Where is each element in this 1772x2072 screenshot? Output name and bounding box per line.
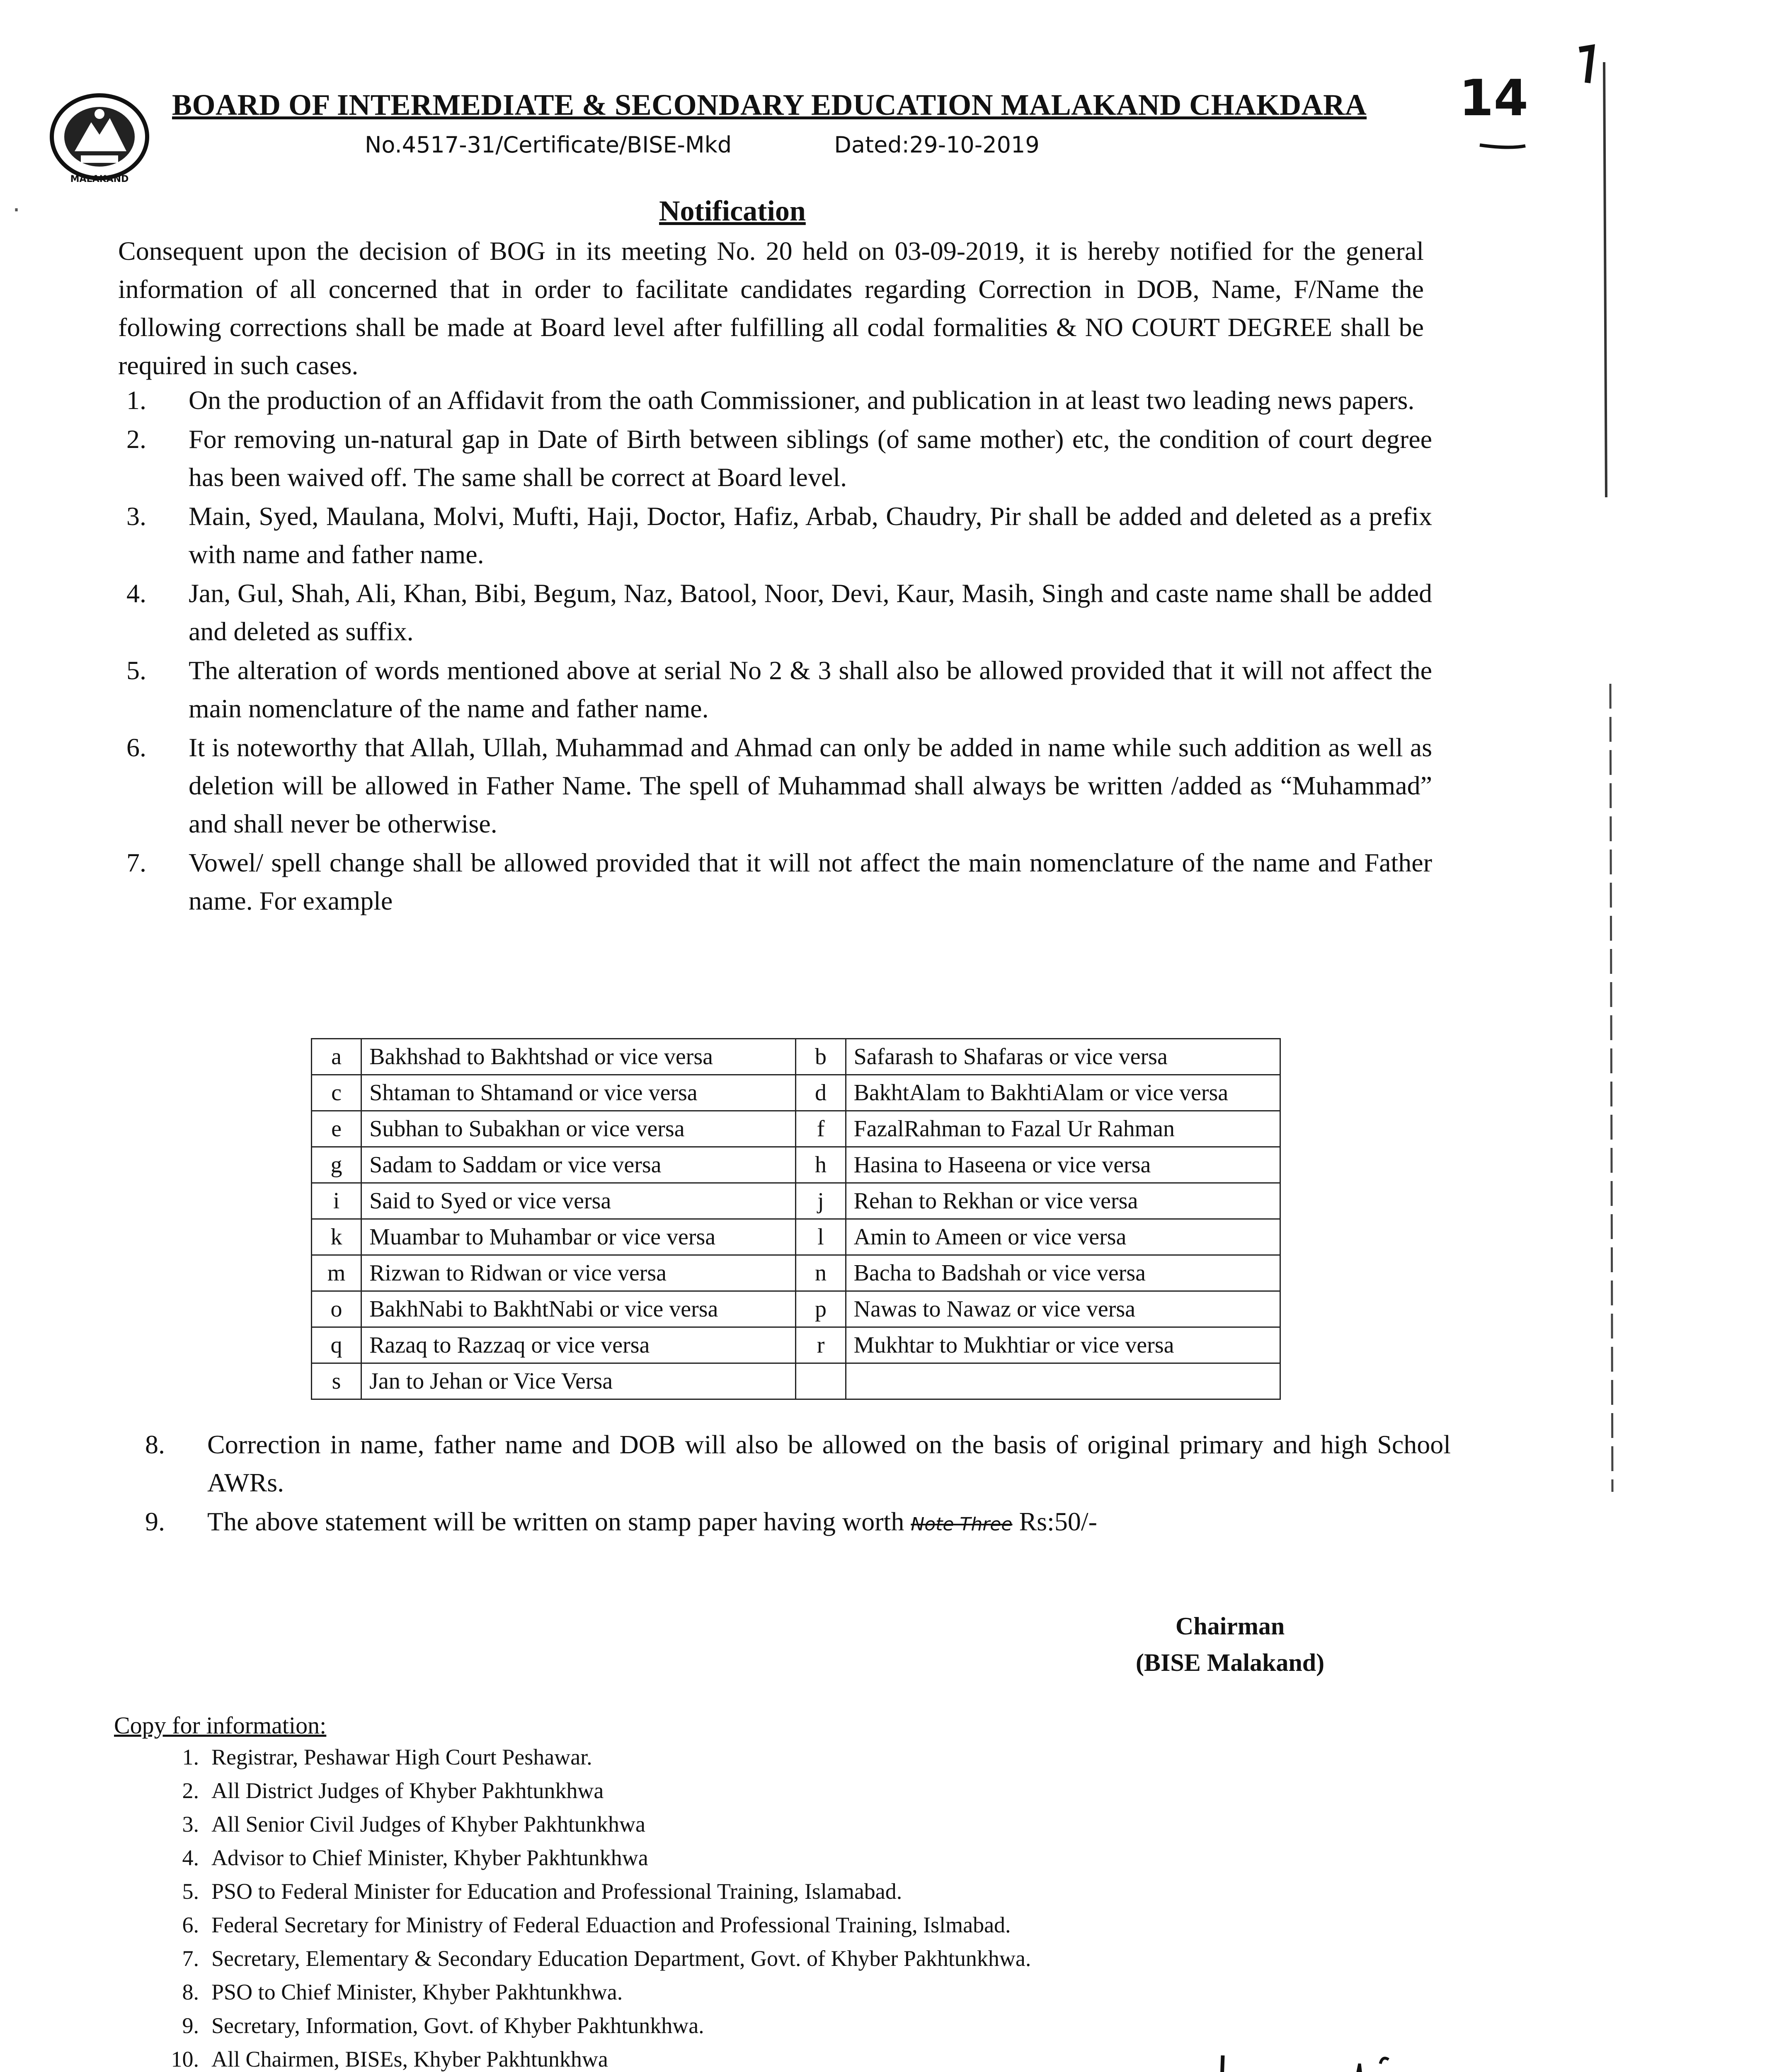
point-text: Correction in name, father name and DOB will also be allowed on the basis of original primary and high School AWRs. [207,1430,1451,1497]
table-cell: q [312,1327,361,1363]
table-row [312,1039,1280,1075]
list-item [141,1808,1031,1841]
handwritten-page-number: 14 [1459,70,1528,127]
point-number: 2. [126,424,146,454]
points-list [118,381,1432,921]
list-text: All Senior Civil Judges of Khyber Pakhtunkhwa [211,1812,645,1837]
table-cell: a [312,1039,361,1075]
point-number: 4. [126,579,146,608]
table-cell: BakhNabi to BakhtNabi or vice versa [361,1291,796,1327]
table-cell: Jan to Jehan or Vice Versa [361,1363,796,1399]
table-cell: n [796,1255,846,1291]
point-item [118,651,1432,728]
table-cell: Hasina to Haseena or vice versa [846,1147,1280,1183]
table-cell: Muambar to Muhambar or vice versa [361,1219,796,1255]
list-text: PSO to Federal Minister for Education and Professional Training, Islamabad. [211,1879,902,1904]
list-number: 9. [182,2013,199,2038]
table-cell: Bacha to Badshah or vice versa [846,1255,1280,1291]
table-cell: l [796,1219,846,1255]
list-text: All Chairmen, BISEs, Khyber Pakhtunkhwa [211,2047,608,2072]
list-number: 7. [182,1946,199,1971]
point-text: Jan, Gul, Shah, Ali, Khan, Bibi, Begum, Naz, Batool, Noor, Devi, Kaur, Masih, Singh and caste name shall be added and deleted as suffix. [189,579,1432,646]
reference-line [365,132,1040,158]
table-cell: j [796,1183,846,1219]
list-number: 6. [182,1912,199,1937]
point-number: 3. [126,501,146,531]
table-cell: e [312,1111,361,1147]
list-text: All District Judges of Khyber Pakhtunkhwa [211,1778,604,1803]
list-text: Secretary, Elementary & Secondary Education Department, Govt. of Khyber Pakhtunkhwa. [211,1946,1031,1971]
point-number: 9. [145,1507,165,1536]
spelling-examples-table [311,1038,1281,1400]
points-list-continued [137,1426,1451,1544]
point-number: 1. [126,385,146,415]
chairman-block [1136,1608,1324,1681]
point-item [118,729,1432,843]
chairman-title: Chairman [1175,1612,1285,1640]
list-number: 3. [182,1812,199,1837]
list-item [141,1774,1031,1808]
table-row [312,1111,1280,1147]
list-number: 1. [182,1745,199,1769]
list-item [141,1975,1031,2009]
chairman-org: (BISE Malakand) [1136,1649,1325,1676]
point-item [118,420,1432,496]
point-text: It is noteworthy that Allah, Ullah, Muhammad and Ahmad can only be added in name while such addition as well as deletion will be allowed in Father Name. The spell of Muhammad shall always be written /added as “Muhammad” and shall never be otherwise. [189,733,1432,838]
logo-lettering: MALAKAND [70,174,129,184]
list-text: Registrar, Peshawar High Court Peshawar. [211,1745,592,1769]
table-cell: Sadam to Saddam or vice versa [361,1147,796,1183]
table-cell [846,1363,1280,1399]
table-cell: Nawas to Nawaz or vice versa [846,1291,1280,1327]
list-number: 5. [182,1879,199,1904]
table-cell: p [796,1291,846,1327]
list-item [141,1942,1031,1975]
table-cell: d [796,1075,846,1111]
list-number: 2. [182,1778,199,1803]
point-number: 6. [126,733,146,762]
table-row [312,1255,1280,1291]
table-cell: i [312,1183,361,1219]
point-item [118,574,1432,651]
table-cell: Safarash to Shafaras or vice versa [846,1039,1280,1075]
point-text: Vowel/ spell change shall be allowed provided that it will not affect the main nomenclature of the name and Father name. For example [189,848,1432,915]
table-cell: r [796,1327,846,1363]
list-item [141,1841,1031,1875]
table-cell: Amin to Ameen or vice versa [846,1219,1280,1255]
table-cell: f [796,1111,846,1147]
list-item [141,2043,1031,2072]
list-text: Federal Secretary for Ministry of Federal Eduaction and Professional Training, Islmabad. [211,1912,1011,1937]
stamp-struck-text: Note Three [911,1514,1013,1535]
list-text: PSO to Chief Minister, Khyber Pakhtunkhwa. [211,1980,623,2004]
table-cell: g [312,1147,361,1183]
table-cell: Subhan to Subakhan or vice versa [361,1111,796,1147]
point-number: 5. [126,656,146,685]
dated: Dated:29-10-2019 [834,132,1040,158]
table-cell: k [312,1219,361,1255]
copy-list [141,1740,1031,2072]
table-cell: Shtaman to Shtamand or vice versa [361,1075,796,1111]
table-cell: Mukhtar to Mukhtiar or vice versa [846,1327,1280,1363]
table-cell: Said to Syed or vice versa [361,1183,796,1219]
table-cell: c [312,1075,361,1111]
table-row [312,1363,1280,1399]
point-text: The alteration of words mentioned above at serial No 2 & 3 shall also be allowed provided that it will not affect the main nomenclature of the name and father name. [189,656,1432,723]
secretary-signature [1194,2039,1567,2072]
table-cell: m [312,1255,361,1291]
point-item [118,381,1432,419]
table-row [312,1183,1280,1219]
point-item [137,1426,1451,1502]
point-number: 8. [145,1430,165,1459]
stamp-amount: Rs:50/- [1019,1507,1097,1536]
list-item [141,2009,1031,2043]
notification-title: Notification [659,195,806,227]
table-cell: s [312,1363,361,1399]
table-row [312,1291,1280,1327]
list-number: 4. [182,1845,199,1870]
board-name-heading: BOARD OF INTERMEDIATE & SECONDARY EDUCATION MALAKAND CHAKDARA [172,88,1367,121]
point-number: 7. [126,848,146,877]
table-row [312,1075,1280,1111]
reference-number: No.4517-31/Certificate/BISE-Mkd [365,132,732,158]
list-item [141,1908,1031,1942]
table-cell: FazalRahman to Fazal Ur Rahman [846,1111,1280,1147]
table-row [312,1147,1280,1183]
table-cell: b [796,1039,846,1075]
table-cell: Razaq to Razzaq or vice versa [361,1327,796,1363]
table-cell: o [312,1291,361,1327]
table-cell: BakhtAlam to BakhtiAlam or vice versa [846,1075,1280,1111]
list-number: 8. [182,1980,199,2004]
board-logo-seal [37,89,162,184]
point-text: Main, Syed, Maulana, Molvi, Mufti, Haji, Doctor, Hafiz, Arbab, Chaudry, Pir shall be added and deleted as a prefix with name and father name. [189,501,1432,569]
table-cell: Rizwan to Ridwan or vice versa [361,1255,796,1291]
point-item [137,1503,1451,1544]
intro-paragraph: Consequent upon the decision of BOG in its meeting No. 20 held on 03-09-2019, it is hereby notified for the general information of all concerned that in order to facilitate candidates regarding Correction in DOB, Name, F/Name the following corrections shall be made at Board level after fulfilling all codal formalities & NO COURT DEGREE shall be required in such cases. [118,236,1424,380]
table-cell [796,1363,846,1399]
list-text: Secretary, Information, Govt. of Khyber Pakhtunkhwa. [211,2013,704,2038]
table-row [312,1327,1280,1363]
point-text: For removing un-natural gap in Date of Birth between siblings (of same mother) etc, the condition of court degree has been waived off. The same shall be correct at Board level. [189,424,1432,492]
table-cell: h [796,1147,846,1183]
list-item [141,1740,1031,1774]
point-item [118,497,1432,574]
table-cell: Bakhshad to Bakhtshad or vice versa [361,1039,796,1075]
copy-heading: Copy for information: [114,1712,327,1739]
list-item [141,1875,1031,1908]
table-cell: Rehan to Rekhan or vice versa [846,1183,1280,1219]
point-text: On the production of an Affidavit from the oath Commissioner, and publication in at least two leading news papers. [189,385,1415,415]
table-row [312,1219,1280,1255]
point-item [118,844,1432,920]
list-number: 10. [171,2047,199,2072]
list-text: Advisor to Chief Minister, Khyber Pakhtunkhwa [211,1845,648,1870]
point-text: The above statement will be written on stamp paper having worth [207,1507,904,1536]
svg-text:.: . [12,189,21,218]
